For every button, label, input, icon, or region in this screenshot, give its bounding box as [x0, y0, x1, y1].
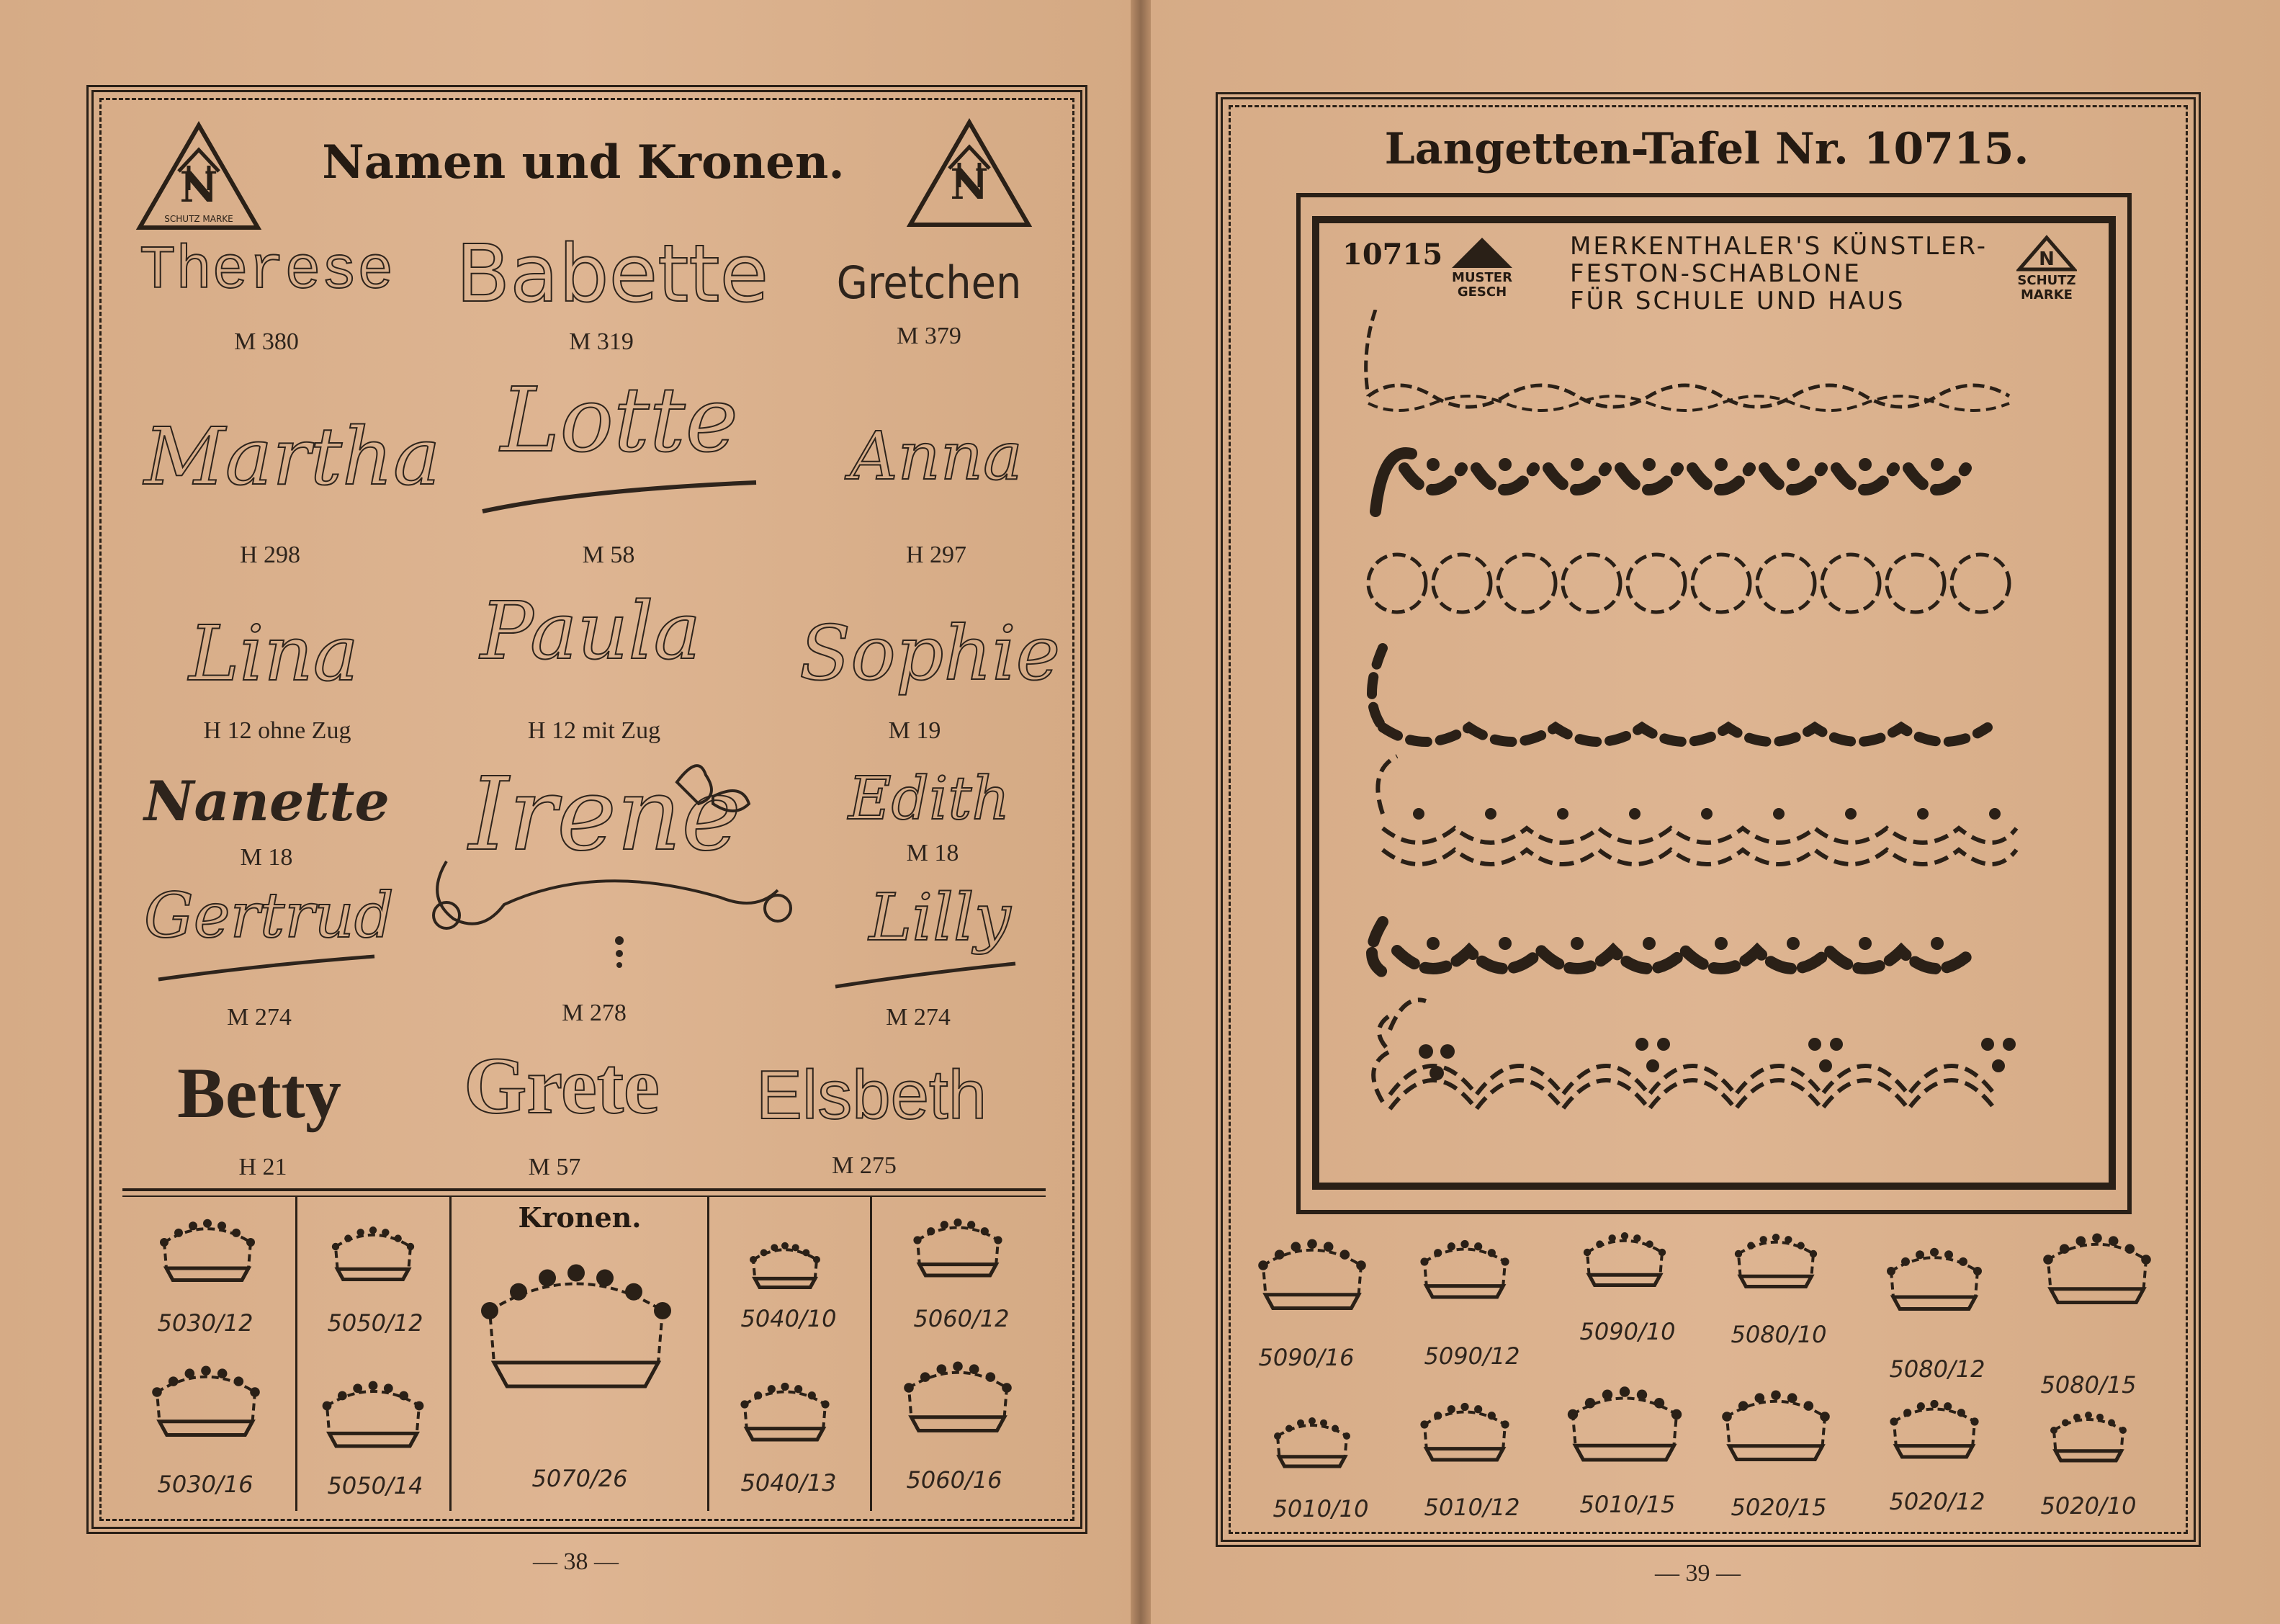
crown-label: 5010/10 [1273, 1495, 1369, 1522]
crown-label: 5030/16 [157, 1471, 253, 1498]
name-lilly: Lilly [869, 880, 1011, 956]
irene-ornament-icon [418, 753, 799, 969]
crown-label: 5040/13 [740, 1469, 837, 1497]
code-betty: H 21 [238, 1154, 287, 1180]
name-gertrud: Gertrud [144, 880, 394, 952]
name-nanette: Nanette [144, 769, 390, 833]
crowns-table-column-rule [707, 1197, 709, 1511]
code-gertrud: M 274 [227, 1004, 292, 1031]
crown-label: 5070/26 [531, 1465, 628, 1492]
code-elsbeth: M 275 [832, 1152, 897, 1179]
lilly-flourish-icon [828, 958, 1023, 994]
crown-label: 5020/10 [2040, 1492, 2137, 1520]
code-lilly: M 274 [886, 1004, 951, 1031]
code-babette: M 319 [569, 328, 634, 355]
code-lina: H 12 ohne Zug [203, 717, 351, 744]
crown-label: 5080/10 [1731, 1321, 1827, 1348]
name-grete: Grete [464, 1041, 660, 1131]
schutz-mark-label: SCHUTZ MARKE [2017, 273, 2076, 302]
muster-mark-icon [1448, 235, 1517, 271]
scallop-pattern-rows [1354, 310, 2067, 1145]
code-therese: M 380 [234, 328, 299, 355]
svg-text:N: N [950, 160, 989, 209]
code-grete: M 57 [528, 1154, 581, 1180]
stencil-header-line3: FÜR SCHULE UND HAUS [1570, 287, 1906, 315]
name-sophie: Sophie [799, 609, 1061, 697]
crown-label: 5020/12 [1889, 1488, 1985, 1515]
code-anna: H 297 [905, 542, 967, 568]
name-elsbeth: Elsbeth [755, 1057, 987, 1134]
name-gretchen: Gretchen [836, 256, 1022, 309]
name-lotte: Lotte [500, 369, 739, 472]
page-number-right: — 39 — [1655, 1560, 1741, 1587]
crown-label: 5080/15 [2040, 1371, 2137, 1399]
crown-label: 5090/16 [1258, 1344, 1355, 1371]
code-nanette: M 18 [240, 844, 293, 871]
crowns-table-top-rule [122, 1188, 1046, 1191]
schutz-mark-icon [2016, 235, 2077, 272]
crown-label: 5080/12 [1889, 1355, 1985, 1383]
crown-label: 5010/12 [1424, 1494, 1520, 1521]
stencil-header-line1: MERKENTHALER'S KÜNSTLER- [1570, 232, 1988, 261]
svg-text:N: N [179, 163, 218, 212]
name-babette: Babette [455, 228, 769, 320]
name-edith: Edith [848, 765, 1010, 833]
trademark-logo-icon [906, 118, 1033, 229]
muster-mark-label: MUSTER GESCH [1452, 270, 1512, 300]
book-spine [1131, 0, 1151, 1624]
lotte-flourish-icon [475, 475, 763, 519]
name-paula: Paula [480, 585, 701, 677]
code-paula: H 12 mit Zug [527, 717, 661, 744]
crowns-heading: Kronen. [518, 1201, 642, 1234]
name-anna: Anna [850, 418, 1023, 495]
code-lotte: M 58 [582, 542, 635, 568]
crown-label: 5050/14 [327, 1472, 423, 1499]
name-therese: Therese [139, 238, 394, 306]
right-page-title: Langetten-Tafel Nr. 10715. [1384, 124, 2029, 174]
crowns-table-column-rule [870, 1197, 872, 1511]
crowns-table-column-rule [295, 1197, 297, 1511]
crown-label: 5090/10 [1579, 1318, 1676, 1345]
left-page-title: Namen und Kronen. [322, 135, 845, 189]
stencil-header-line2: FESTON-SCHABLONE [1570, 259, 1862, 288]
crown-label: 5090/12 [1424, 1342, 1520, 1370]
name-martha: Martha [144, 411, 441, 503]
name-lina: Lina [189, 609, 359, 698]
name-irene: Irene [468, 756, 742, 874]
code-sophie: M 19 [888, 717, 941, 744]
code-martha: H 298 [239, 542, 301, 568]
code-irene: M 278 [562, 1000, 627, 1026]
stencil-number: 10715 [1342, 238, 1443, 272]
crowns-table-top-rule [122, 1195, 1046, 1197]
svg-text:N: N [2039, 248, 2055, 270]
code-edith: M 18 [906, 840, 959, 866]
page-number-left: — 38 — [533, 1548, 619, 1575]
trademark-logo-icon [135, 121, 262, 232]
code-gretchen: M 379 [897, 323, 961, 349]
crown-label: 5010/15 [1579, 1491, 1676, 1518]
crown-label: 5060/12 [913, 1305, 1010, 1332]
crowns-table-column-rule [449, 1197, 452, 1511]
crown-label: 5060/16 [906, 1466, 1002, 1494]
svg-text:SCHUTZ MARKE: SCHUTZ MARKE [164, 214, 233, 224]
name-betty: Betty [177, 1053, 341, 1133]
gertrud-flourish-icon [151, 951, 382, 987]
crown-label: 5030/12 [157, 1309, 253, 1337]
crown-label: 5040/10 [740, 1305, 837, 1332]
crown-label: 5020/15 [1731, 1494, 1827, 1521]
crown-label: 5050/12 [327, 1309, 423, 1337]
